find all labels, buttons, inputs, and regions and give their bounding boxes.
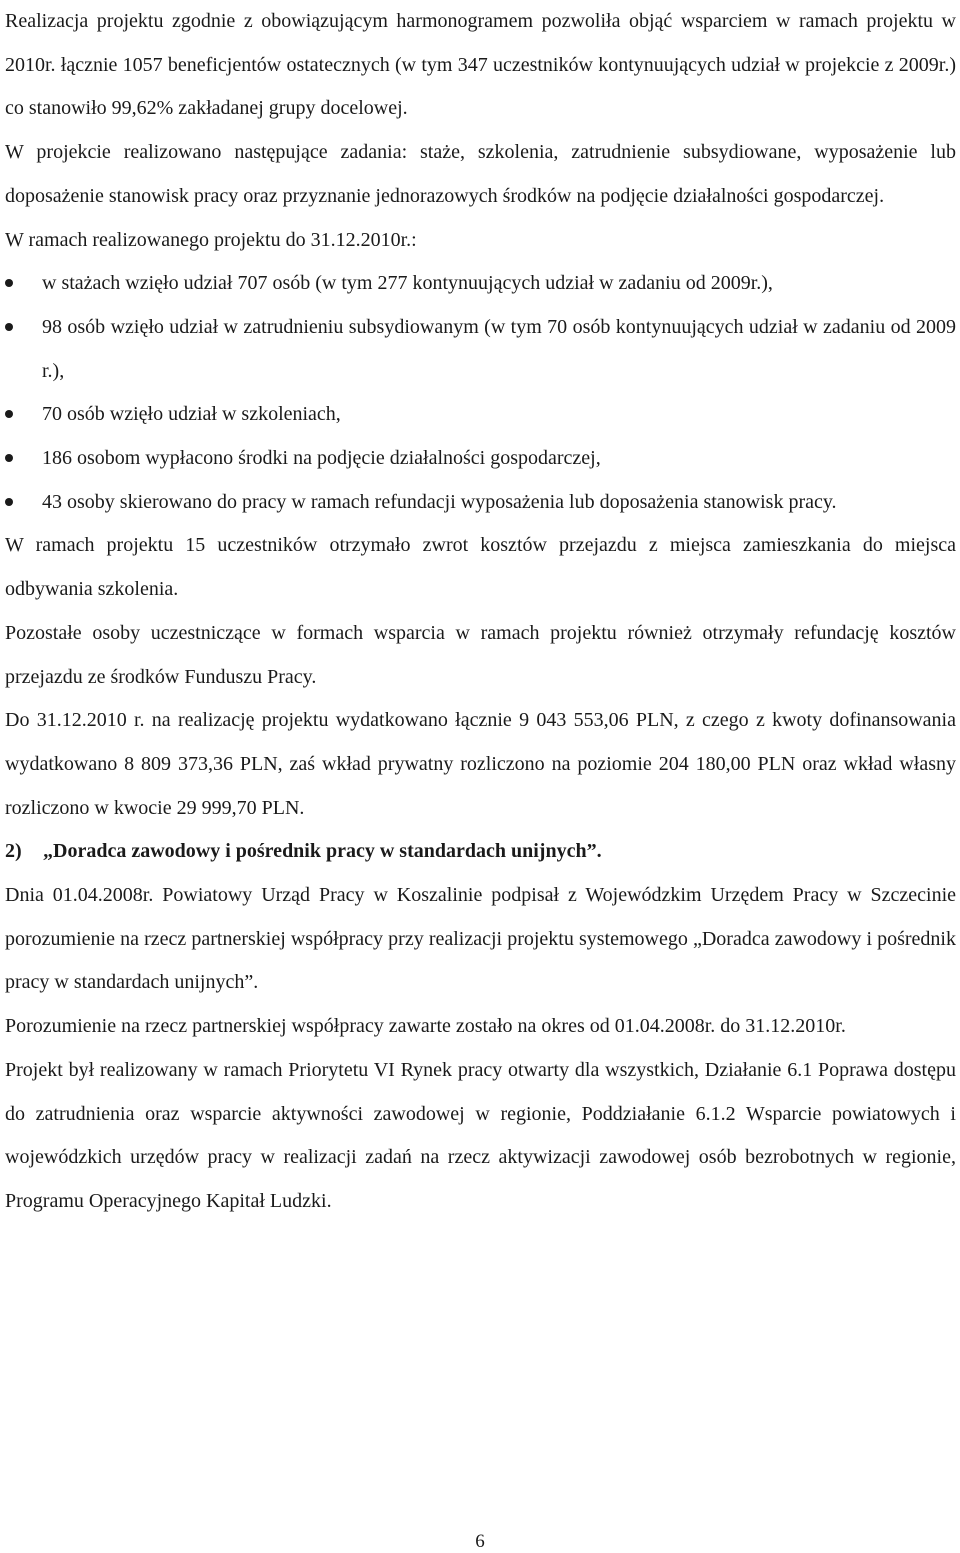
list-item-text: 43 osoby skierowano do pracy w ramach refundacji wyposażenia lub doposażenia stanowisk pracy. <box>42 490 837 513</box>
text-body <box>5 0 956 1224</box>
section-number: 2) <box>5 840 22 863</box>
bullet-icon <box>5 323 13 331</box>
bullet-icon <box>5 410 13 418</box>
list-item-text: 186 osobom wypłacono środki na podjęcie działalności gospodarczej, <box>42 447 601 470</box>
list-item-text: w stażach wzięło udział 707 osób (w tym 277 kontynuujących udział w zadaniu od 2009r.), <box>42 272 773 295</box>
paragraph-after-3: Do 31.12.2010 r. na realizację projektu wydatkowano łącznie 9 043 553,06 PLN, z czego z kwoty dofinansowania wydatkowano 8 809 373,36 PLN, zaś wkład prywatny rozliczono na poziomie 204 180,00 PLN oraz wkład własny rozliczono w kwocie 29 999,70 PLN. <box>5 709 956 819</box>
section-heading <box>5 830 956 874</box>
list-item-text: 98 osób wzięło udział w zatrudnieniu subsydiowanym (w tym 70 osób kontynuujących udział w zadaniu od 2009 r.), <box>42 315 956 382</box>
paragraph-intro-2: W projekcie realizowano następujące zadania: staże, szkolenia, zatrudnienie subsydiowane, wyposażenie lub doposażenie stanowisk pracy oraz przyznanie jednorazowych środków na podjęcie działalności gospodarczej. <box>5 141 956 207</box>
list-item <box>5 481 956 525</box>
bullet-list <box>5 262 956 524</box>
page-number: 6 <box>475 1531 485 1552</box>
bullet-icon <box>5 498 13 506</box>
bullet-icon <box>5 454 13 462</box>
paragraph-section-2: Porozumienie na rzecz partnerskiej współpracy zawarte zostało na okres od 01.04.2008r. do 31.12.2010r. <box>5 1015 846 1038</box>
bullet-icon <box>5 279 13 287</box>
paragraph-after-2: Pozostałe osoby uczestniczące w formach wsparcia w ramach projektu również otrzymały refundację kosztów przejazdu ze środków Funduszu Pracy. <box>5 621 956 688</box>
section-title: „Doradca zawodowy i pośrednik pracy w standardach unijnych”. <box>43 840 602 863</box>
list-item <box>5 262 956 306</box>
list-item <box>5 306 956 393</box>
paragraph-after-1: W ramach projektu 15 uczestników otrzymało zwrot kosztów przejazdu z miejsca zamieszkania do miejsca odbywania szkolenia. <box>5 534 956 601</box>
list-item-text: 70 osób wzięło udział w szkoleniach, <box>42 403 341 426</box>
paragraph-intro-1: Realizacja projektu zgodnie z obowiązującym harmonogramem pozwoliła objąć wsparciem w ramach projektu w 2010r. łącznie 1057 beneficjentów ostatecznych (w tym 347 uczestników kontynuujących udział w projekcie z 2009r.) co stanowiło 99,62% zakładanej grupy docelowej. <box>5 10 956 120</box>
paragraph-section-1: Dnia 01.04.2008r. Powiatowy Urząd Pracy w Koszalinie podpisał z Wojewódzkim Urzędem Pracy w Szczecinie porozumienie na rzecz partnerskiej współpracy przy realizacji projektu systemowego „Doradca zawodowy i pośrednik pracy w standardach unijnych”. <box>5 884 956 994</box>
list-item <box>5 437 956 481</box>
paragraph-section-3: Projekt był realizowany w ramach Priorytetu VI Rynek pracy otwarty dla wszystkich, Działanie 6.1 Poprawa dostępu do zatrudnienia oraz wsparcie aktywności zawodowej w regionie, Poddziałanie 6.1.2 Wsparcie powiatowych i wojewódzkich urzędów pracy w realizacji zadań na rzecz aktywizacji zawodowej osób bezrobotnych w regionie, Programu Operacyjnego Kapitał Ludzki. <box>5 1058 956 1212</box>
list-item <box>5 393 956 437</box>
paragraph-intro-3: W ramach realizowanego projektu do 31.12.2010r.: <box>5 228 417 251</box>
